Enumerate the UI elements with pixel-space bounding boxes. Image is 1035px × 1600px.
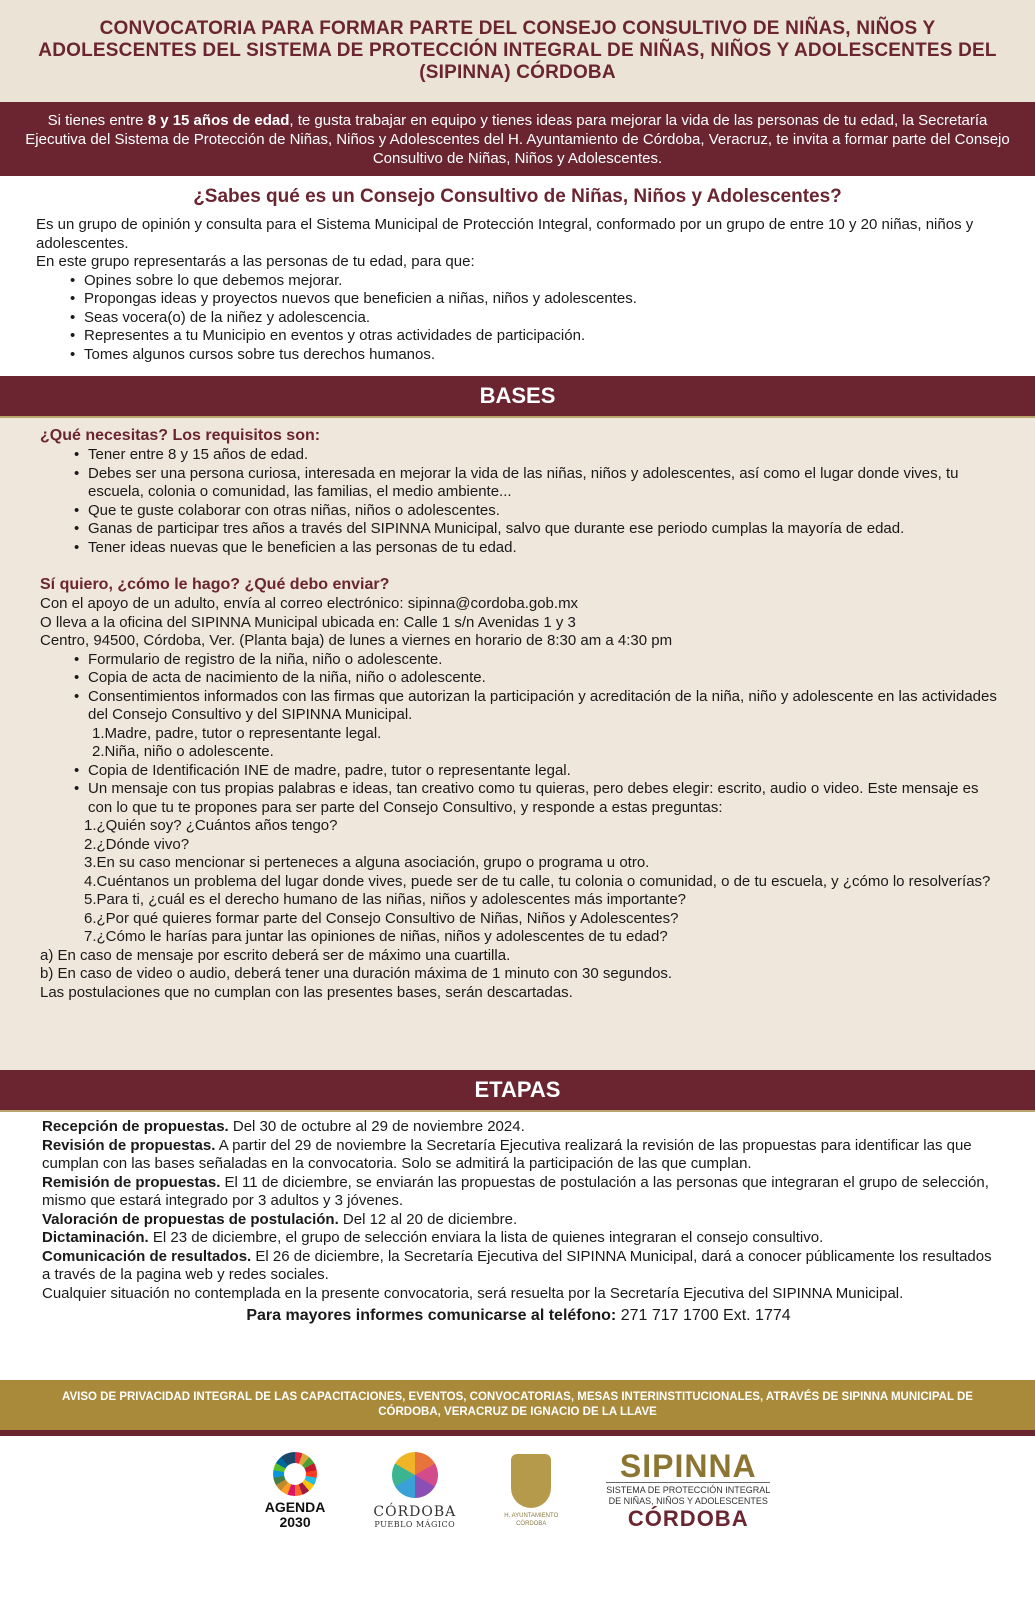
contact-label: Para mayores informes comunicarse al teléfono: — [246, 1307, 617, 1324]
requirements-list — [40, 446, 999, 557]
note-written: a) En caso de mensaje por escrito deberá ser de máximo una cuartilla. — [40, 946, 511, 964]
list-item: 5.Para ti, ¿cuál es el derecho humano de las niñas, niños y adolescentes más importante? — [84, 891, 687, 908]
sipinna-city: CÓRDOBA — [627, 1506, 749, 1531]
list-item: • Seas vocera(o) de la niñez y adolescencia. — [76, 309, 999, 328]
list-item: 6.¿Por qué quieres formar parte del Consejo Consultivo de Niñas, Niños y Adolescentes? — [84, 909, 679, 927]
stage-text: El 11 de diciembre, se enviarán las propuestas de postulación a las personas que integraran el grupo de selección, mismo que estará integrado por 3 adultos y 3 jóvenes. — [42, 1173, 989, 1209]
sipinna-sub1: SISTEMA DE PROTECCIÓN INTEGRAL — [606, 1485, 771, 1495]
list-item: • Propongas ideas y proyectos nuevos que beneficien a niñas, niños y adolescentes. — [76, 290, 999, 309]
address-line: O lleva a la oficina del SIPINNA Municipal ubicada en: Calle 1 s/n Avenidas 1 y 3 — [40, 613, 576, 631]
ayunt-line2: CÓRDOBA — [516, 1520, 547, 1527]
list-item: • Copia de Identificación INE de madre, padre, tutor o representante legal. — [80, 762, 999, 781]
stage-label: Comunicación de resultados. — [42, 1247, 252, 1265]
stage-text: Del 12 al 20 de diciembre. — [338, 1210, 518, 1228]
what-is-description: Es un grupo de opinión y consulta para el Sistema Municipal de Protección Integral, conformado por un grupo de entre 10 y 20 niñas, niños y adolescentes. — [36, 216, 974, 252]
list-item: 2.¿Dónde vivo? — [84, 835, 190, 853]
stage-valuation — [42, 1211, 995, 1230]
stage-review — [42, 1137, 995, 1174]
bases-band: BASES — [0, 376, 1035, 418]
stage-text: El 23 de diciembre, el grupo de selección enviara la lista de quienes integraran el consejo consultivo. — [148, 1229, 824, 1246]
list-item: • Ganas de participar tres años a través del SIPINNA Municipal, salvo que durante ese periodo cumplas la mayoría de edad. — [80, 520, 999, 539]
what-is-intro: En este grupo representarás a las personas de tu edad, para que: — [36, 253, 475, 270]
stage-remission — [42, 1174, 995, 1211]
title-block — [0, 0, 1035, 102]
list-item: • Un mensaje con tus propias palabras e ideas, tan creativo como tu quieras, pero debes elegir: escrito, audio o video. Este mensaje es con lo que tu te propones para ser parte del Consejo Consultivo, y responde a estas preguntas: — [80, 780, 999, 817]
list-item: • Consentimientos informados con las firmas que autorizan la participación y acreditación de la niña, niño y adolescente en las actividades del Consejo Consultivo y del SIPINNA Municipal. — [80, 688, 999, 725]
privacy-notice-banner[interactable] — [0, 1380, 1035, 1436]
sipinna-subtitle — [606, 1482, 770, 1507]
consent-list — [40, 725, 999, 762]
cordoba-label: CÓRDOBA — [373, 1504, 457, 1520]
list-item: • Tener entre 8 y 15 años de edad. — [80, 446, 999, 465]
list-item: 7.¿Cómo le harías para juntar las opiniones de niñas, niños y adolescentes de tu edad? — [84, 928, 668, 945]
list-item: 1.¿Quién soy? ¿Cuántos años tengo? — [84, 817, 338, 834]
stage-label: Recepción de propuestas. — [42, 1118, 229, 1135]
stage-label: Revisión de propuestas. — [42, 1136, 216, 1154]
stage-label: Remisión de propuestas. — [42, 1173, 221, 1191]
ayuntamiento-logo — [504, 1454, 558, 1528]
what-is-list — [36, 272, 999, 365]
contact-phone: 271 717 1700 Ext. 1774 — [616, 1307, 791, 1324]
stage-text: A partir del 29 de noviembre la Secretaría Ejecutiva realizará la revisión de las propuestas para identificar las que cumplan con las bases señaladas en la convocatoria. Solo se admitirá la participación de las que cumplan. — [42, 1136, 972, 1172]
stage-label: Dictaminación. — [42, 1229, 149, 1246]
coat-of-arms-icon — [511, 1454, 551, 1508]
swirl-icon — [392, 1452, 438, 1498]
etapas-section — [0, 1112, 1035, 1380]
list-item: • Copia de acta de nacimiento de la niña, niño o adolescente. — [80, 669, 999, 688]
intro-pre: Si tienes entre — [47, 111, 148, 129]
ayuntamiento-label — [504, 1512, 558, 1528]
stage-results — [42, 1248, 995, 1285]
list-item: • Opines sobre lo que debemos mejorar. — [76, 272, 999, 291]
contact-line — [42, 1307, 995, 1325]
list-item: 4.Cuéntanos un problema del lugar donde vives, puede ser de tu calle, tu colonia o comunidad, o de tu escuela, y ¿cómo lo resolverías? — [84, 872, 991, 890]
what-is-section — [0, 176, 1035, 376]
list-item: • Que te guste colaborar con otras niñas, niños o adolescentes. — [80, 502, 999, 521]
sipinna-logo — [606, 1450, 770, 1531]
stage-text: El 26 de diciembre, la Secretaría Ejecutiva del SIPINNA Municipal, dará a conocer públicamente los resultados a través de la pagina web y redes sociales. — [42, 1247, 992, 1283]
questions-list — [40, 817, 999, 947]
privacy-notice-text: AVISO DE PRIVACIDAD INTEGRAL DE LAS CAPACITACIONES, EVENTOS, CONVOCATORIAS, MESAS INTERINSTITUCIONALES, ATRAVÉS DE SIPINNA MUNICIPAL DE CÓRDOBA, VERACRUZ DE IGNACIO DE LA LLAVE — [62, 1391, 973, 1418]
intro-banner — [0, 102, 1035, 176]
stage-text: Del 30 de octubre al 29 de noviembre 2024. — [228, 1118, 525, 1135]
list-item: 3.En su caso mencionar si perteneces a alguna asociación, grupo o programa u otro. — [84, 854, 650, 871]
sipinna-wordmark: SIPINNA — [619, 1448, 757, 1484]
bases-section — [0, 418, 1035, 1070]
stage-ruling — [42, 1229, 995, 1248]
etapas-band: ETAPAS — [0, 1070, 1035, 1112]
logos-row — [0, 1436, 1035, 1531]
page-title: CONVOCATORIA PARA FORMAR PARTE DEL CONSEJO CONSULTIVO DE NIÑAS, NIÑOS Y ADOLESCENTES DEL SISTEMA DE PROTECCIÓN INTEGRAL DE NIÑAS, NIÑOS Y ADOLESCENTES DEL (SIPINNA) CÓRDOBA — [38, 18, 997, 83]
stage-label: Valoración de propuestas de postulación. — [42, 1210, 339, 1228]
list-item: • Representes a tu Municipio en eventos y otras actividades de participación. — [76, 327, 999, 346]
stage-reception — [42, 1118, 995, 1137]
sipinna-sub2: DE NIÑAS, NIÑOS Y ADOLESCENTES — [608, 1496, 768, 1506]
pueblo-magico-label: PUEBLO MÁGICO — [374, 1520, 456, 1529]
list-item: 2.Niña, niño o adolescente. — [92, 743, 274, 760]
what-is-heading: ¿Sabes qué es un Consejo Consultivo de Niñas, Niños y Adolescentes? — [193, 186, 842, 207]
email-line: Con el apoyo de un adulto, envía al correo electrónico: sipinna@cordoba.gob.mx — [40, 595, 579, 612]
requirements-heading: ¿Qué necesitas? Los requisitos son: — [40, 427, 321, 444]
agenda-line2: 2030 — [279, 1513, 311, 1530]
agenda-label — [265, 1500, 326, 1530]
intro-age-range: 8 y 15 años de edad — [147, 111, 290, 129]
documents-list-2 — [40, 762, 999, 818]
schedule-line: Centro, 94500, Córdoba, Ver. (Planta baja) de lunes a viernes en horario de 8:30 am a 4:30 pm — [40, 632, 673, 649]
agenda-line1: AGENDA — [264, 1498, 326, 1515]
closing-note: Cualquier situación no contemplada en la presente convocatoria, será resuelta por la Secretaría Ejecutiva del SIPINNA Municipal. — [42, 1284, 904, 1302]
intro-post: , te gusta trabajar en equipo y tienes ideas para mejorar la vida de las personas de tu edad, la Secretaría Ejecutiva del Sistema de Protección de Niñas, Niños y Adolescentes del H. Ayuntamiento de Córdoba, Veracruz, te invita a formar parte del Consejo Consultivo de Niñas, Niños y Adolescentes. — [25, 111, 1010, 167]
agenda-2030-logo — [265, 1452, 326, 1530]
list-item: 1.Madre, padre, tutor o representante legal. — [92, 724, 382, 742]
note-discard: Las postulaciones que no cumplan con las presentes bases, serán descartadas. — [40, 983, 573, 1001]
ayunt-line1: H. AYUNTAMIENTO — [504, 1512, 559, 1519]
list-item: • Tomes algunos cursos sobre tus derechos humanos. — [76, 346, 999, 365]
documents-list — [40, 651, 999, 725]
list-item: • Formulario de registro de la niña, niño o adolescente. — [80, 651, 999, 670]
how-heading: Sí quiero, ¿cómo le hago? ¿Qué debo enviar? — [40, 576, 390, 593]
list-item: • Tener ideas nuevas que le beneficien a las personas de tu edad. — [80, 539, 999, 558]
list-item: • Debes ser una persona curiosa, interesada en mejorar la vida de las niñas, niños y adolescentes, así como el lugar donde vives, tu escuela, colonia o comunidad, las familias, el medio ambiente... — [80, 465, 999, 502]
cordoba-pueblo-magico-logo — [373, 1452, 456, 1529]
note-video: b) En caso de video o audio, deberá tener una duración máxima de 1 minuto con 30 segundos. — [40, 965, 673, 982]
intro-text — [20, 111, 1015, 168]
sdg-wheel-icon — [273, 1452, 317, 1496]
